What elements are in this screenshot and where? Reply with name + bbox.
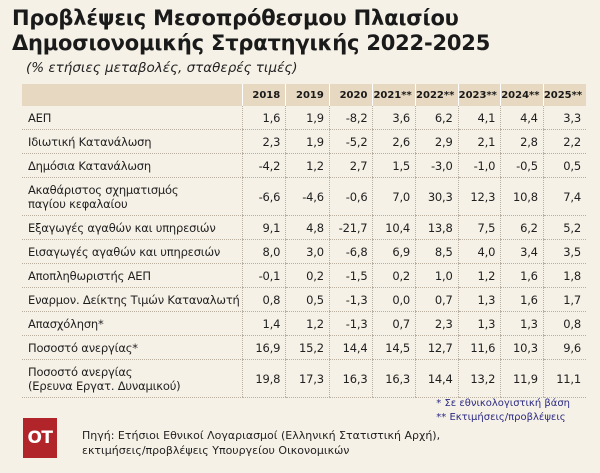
- value-cell: 4,4: [501, 106, 544, 130]
- value-cell: 10,4: [373, 216, 416, 240]
- value-cell: -1,3: [329, 288, 373, 312]
- value-cell: 1,4: [242, 312, 286, 336]
- source-note: [82, 428, 522, 458]
- value-cell: 11,1: [543, 360, 586, 398]
- value-cell: 13,8: [416, 216, 459, 240]
- value-cell: 0,7: [373, 312, 416, 336]
- row-label: [22, 336, 242, 360]
- table-row: [22, 336, 586, 360]
- value-cell: 3,3: [543, 106, 586, 130]
- forecast-table: [22, 84, 586, 398]
- header-year-cell: 2018: [242, 84, 286, 106]
- value-cell: 14,4: [416, 360, 459, 398]
- row-label: [22, 264, 242, 288]
- value-cell: 17,3: [286, 360, 330, 398]
- footnotes: [436, 397, 570, 425]
- page-title: Προβλέψεις Μεσοπρόθεσμου Πλαισίου Δημοσιονομικής Στρατηγικής 2022-2025: [12, 6, 491, 55]
- value-cell: 1,8: [543, 264, 586, 288]
- value-cell: 9,1: [242, 216, 286, 240]
- header-year-cell: 2024**: [501, 84, 544, 106]
- value-cell: 4,1: [458, 106, 501, 130]
- row-label-line: Ποσοστό ανεργίας*: [28, 340, 138, 355]
- value-cell: 1,3: [501, 312, 544, 336]
- value-cell: 1,2: [286, 312, 330, 336]
- row-label-line: Ιδιωτική Κατανάλωση: [28, 134, 152, 149]
- row-label-line: Εισαγωγές αγαθών και υπηρεσιών: [28, 244, 221, 259]
- value-cell: 1,9: [286, 130, 330, 154]
- value-cell: 2,8: [501, 130, 544, 154]
- value-cell: 1,9: [286, 106, 330, 130]
- value-cell: -6,8: [329, 240, 373, 264]
- row-label: [22, 240, 242, 264]
- ot-logo: OT: [23, 418, 57, 458]
- header-year-cell: 2019: [286, 84, 330, 106]
- value-cell: -8,2: [329, 106, 373, 130]
- table-row: [22, 360, 586, 398]
- value-cell: -5,2: [329, 130, 373, 154]
- value-cell: 9,6: [543, 336, 586, 360]
- table-row: [22, 288, 586, 312]
- value-cell: 16,3: [373, 360, 416, 398]
- row-label-line: Εναρμον. Δείκτης Τιμών Καταναλωτή: [28, 292, 240, 307]
- value-cell: 2,3: [416, 312, 459, 336]
- row-label-line-2: παγίου κεφαλαίου: [28, 196, 128, 211]
- value-cell: 0,5: [286, 288, 330, 312]
- row-label-line: Δημόσια Κατανάλωση: [28, 158, 151, 173]
- value-cell: 1,2: [458, 264, 501, 288]
- source-line-1: Πηγή: Ετήσιοι Εθνικοί Λογαριασμοί (Ελληνική Στατιστική Αρχή),: [82, 429, 441, 442]
- value-cell: 1,2: [286, 154, 330, 178]
- value-cell: 0,8: [543, 312, 586, 336]
- source-line-2: εκτιμήσεις/προβλέψεις Υπουργείου Οικονομικών: [82, 444, 350, 457]
- value-cell: 2,6: [373, 130, 416, 154]
- row-label-line: Ακαθάριστος σχηματισμός: [28, 182, 179, 197]
- value-cell: 2,2: [543, 130, 586, 154]
- value-cell: 4,0: [458, 240, 501, 264]
- value-cell: 3,5: [543, 240, 586, 264]
- value-cell: 16,3: [329, 360, 373, 398]
- row-label: [22, 312, 242, 336]
- value-cell: 19,8: [242, 360, 286, 398]
- value-cell: 3,6: [373, 106, 416, 130]
- table-row: [22, 154, 586, 178]
- value-cell: 7,4: [543, 178, 586, 216]
- header-year-cell: 2025**: [543, 84, 586, 106]
- value-cell: 1,3: [458, 312, 501, 336]
- value-cell: -0,5: [501, 154, 544, 178]
- value-cell: 14,4: [329, 336, 373, 360]
- value-cell: -1,5: [329, 264, 373, 288]
- value-cell: 8,0: [242, 240, 286, 264]
- value-cell: 1,6: [242, 106, 286, 130]
- row-label: [22, 130, 242, 154]
- value-cell: 13,2: [458, 360, 501, 398]
- value-cell: 14,5: [373, 336, 416, 360]
- value-cell: 10,3: [501, 336, 544, 360]
- value-cell: 1,3: [458, 288, 501, 312]
- header-year-cell: 2023**: [458, 84, 501, 106]
- footnote-estimates: ** Εκτιμήσεις/προβλέψεις: [436, 412, 566, 423]
- footnote-national-accounts: * Σε εθνικολογιστική βάση: [436, 398, 570, 409]
- value-cell: 12,3: [458, 178, 501, 216]
- row-label: [22, 360, 242, 398]
- value-cell: 0,2: [286, 264, 330, 288]
- row-label-line: ΑΕΠ: [28, 110, 52, 125]
- value-cell: 0,0: [373, 288, 416, 312]
- row-label-line: Απασχόληση*: [28, 316, 104, 331]
- row-label: [22, 154, 242, 178]
- value-cell: -3,0: [416, 154, 459, 178]
- value-cell: 0,8: [242, 288, 286, 312]
- value-cell: -0,6: [329, 178, 373, 216]
- value-cell: 2,7: [329, 154, 373, 178]
- header-year-cell: 2021**: [373, 84, 416, 106]
- table-row: [22, 130, 586, 154]
- value-cell: 3,0: [286, 240, 330, 264]
- value-cell: 15,2: [286, 336, 330, 360]
- value-cell: 1,7: [543, 288, 586, 312]
- value-cell: 0,5: [543, 154, 586, 178]
- value-cell: 11,6: [458, 336, 501, 360]
- value-cell: -4,2: [242, 154, 286, 178]
- value-cell: 2,1: [458, 130, 501, 154]
- table-header-row: [22, 84, 586, 106]
- page-subtitle: (% ετήσιες μεταβολές, σταθερές τιμές): [26, 60, 298, 76]
- value-cell: 2,9: [416, 130, 459, 154]
- value-cell: 7,0: [373, 178, 416, 216]
- value-cell: 3,4: [501, 240, 544, 264]
- value-cell: 4,8: [286, 216, 330, 240]
- table-row: [22, 264, 586, 288]
- value-cell: -4,6: [286, 178, 330, 216]
- table-row: [22, 178, 586, 216]
- header-year-cell: 2020: [329, 84, 373, 106]
- value-cell: 2,3: [242, 130, 286, 154]
- table-row: [22, 216, 586, 240]
- row-label: [22, 178, 242, 216]
- value-cell: 30,3: [416, 178, 459, 216]
- value-cell: 11,9: [501, 360, 544, 398]
- value-cell: 0,7: [416, 288, 459, 312]
- row-label: [22, 288, 242, 312]
- row-label: [22, 216, 242, 240]
- header-year-cell: 2022**: [416, 84, 459, 106]
- table-row: [22, 312, 586, 336]
- value-cell: 1,5: [373, 154, 416, 178]
- value-cell: 0,2: [373, 264, 416, 288]
- value-cell: -0,1: [242, 264, 286, 288]
- row-label-line: Ποσοστό ανεργίας: [28, 364, 133, 379]
- value-cell: 8,5: [416, 240, 459, 264]
- row-label-line-2: (Ερευνα Εργατ. Δυναμικού): [28, 378, 181, 393]
- table-row: [22, 106, 586, 130]
- value-cell: 5,2: [543, 216, 586, 240]
- value-cell: 10,8: [501, 178, 544, 216]
- value-cell: -1,3: [329, 312, 373, 336]
- value-cell: 6,9: [373, 240, 416, 264]
- row-label-line: Εξαγωγές αγαθών και υπηρεσιών: [28, 220, 216, 235]
- value-cell: 1,6: [501, 264, 544, 288]
- value-cell: 16,9: [242, 336, 286, 360]
- table-row: [22, 240, 586, 264]
- value-cell: 12,7: [416, 336, 459, 360]
- header-label-cell: [22, 84, 242, 106]
- value-cell: 1,0: [416, 264, 459, 288]
- value-cell: 7,5: [458, 216, 501, 240]
- row-label-line: Αποπληθωριστής ΑΕΠ: [28, 268, 151, 283]
- value-cell: -1,0: [458, 154, 501, 178]
- value-cell: 6,2: [501, 216, 544, 240]
- value-cell: -6,6: [242, 178, 286, 216]
- value-cell: 1,6: [501, 288, 544, 312]
- value-cell: 6,2: [416, 106, 459, 130]
- row-label: [22, 106, 242, 130]
- value-cell: -21,7: [329, 216, 373, 240]
